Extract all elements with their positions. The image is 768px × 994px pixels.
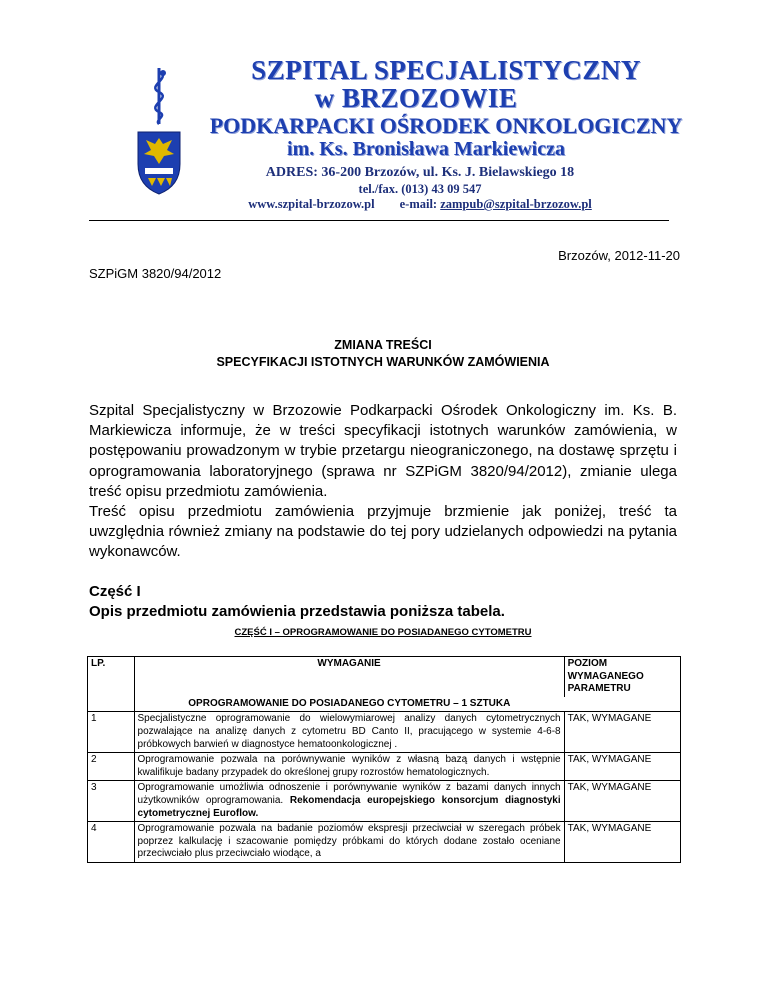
email-label: e-mail: (399, 197, 438, 211)
hospital-name-line1: SZPITAL SPECJALISTYCZNY (251, 55, 641, 85)
section-lp-cell (88, 697, 135, 712)
part-description: Opis przedmiotu zamówienia przedstawia poniższa tabela. (89, 603, 505, 620)
row-lp: 1 (88, 712, 135, 753)
row-lp: 3 (88, 781, 135, 822)
row-lp: 2 (88, 753, 135, 781)
hospital-phone: tel./fax. (013) 43 09 547 (358, 182, 482, 196)
hospital-email-link[interactable]: zampub@szpital-brzozow.pl (440, 197, 592, 211)
section-level-cell (564, 697, 680, 712)
row-requirement-bold: Rekomendacja europejskiego konsorcjum diagnostyki cytometrycznej Euroflow. (137, 794, 561, 819)
table-caption: CZĘŚĆ I – OPROGRAMOWANIE DO POSIADANEGO CYTOMETRU (234, 627, 532, 638)
row-lp: 4 (88, 822, 135, 863)
document-date: Brzozów, 2012-11-20 (558, 248, 680, 263)
row-level: TAK, WYMAGANE (564, 781, 680, 822)
header-level: POZIOM WYMAGANEGO PARAMETRU (564, 657, 680, 697)
part-title: Część I (89, 583, 141, 600)
row-level: TAK, WYMAGANE (564, 712, 680, 753)
row-level: TAK, WYMAGANE (564, 822, 680, 863)
hospital-address: ADRES: 36-200 Brzozów, ul. Ks. J. Bielawskiego 18 (265, 165, 575, 180)
header-lp: LP. (88, 657, 135, 697)
intro-paragraph-2: Treść opisu przedmiotu zamówienia przyjmuje brzmienie jak poniżej, treść ta uwzględnia również zmiany na podstawie do tej pory udzielanych odpowiedzi na pytania wykonawców. (89, 503, 677, 561)
table-header-row (88, 657, 681, 697)
document-subtitle: SPECYFIKACJI ISTOTNYCH WARUNKÓW ZAMÓWIENIA (216, 355, 550, 369)
requirements-table (87, 656, 681, 863)
intro-paragraph-1: Szpital Specjalistyczny w Brzozowie Podkarpacki Ośrodek Onkologiczny im. Ks. B. Markiewicza informuje, że w treści specyfikacji istotnych warunków zamówienia, w postępowaniu prowadzonym w trybie przetargu nieograniczonego, na dostawę sprzętu i oprogramowania laboratoryjnego (sprawa nr SZPiGM 3820/94/2012), zmianie ulega treść opisu przedmiotu zamówienia. (89, 402, 677, 500)
header-divider (89, 220, 669, 221)
row-level: TAK, WYMAGANE (564, 753, 680, 781)
table-row (88, 781, 681, 822)
section-title: OPROGRAMOWANIE DO POSIADANEGO CYTOMETRU – 1 SZTUKA (134, 697, 564, 712)
row-requirement: Oprogramowanie pozwala na porównywanie wyników z własną bazą danych i wstępnie kwalifikuje badany przypadek do określonej grupy rozrostów hematologicznych. (134, 753, 564, 781)
section-row (88, 697, 681, 712)
table-row (88, 753, 681, 781)
row-requirement-text: Oprogramowanie umożliwia odnoszenie i porównywanie wyników z bazami danych innych użytkowników oprogramowania. (137, 782, 561, 806)
row-requirement: Specjalistyczne oprogramowanie do wielowymiarowej analizy danych cytometrycznych pozwalające na analizę danych z cytometru BD Canto II, pracującego w systemie 4-6-8 próbkowych barwień w diagnostyce hematoonkologicznej . (134, 712, 564, 753)
document-title: ZMIANA TREŚCI (334, 338, 432, 352)
row-requirement (134, 781, 564, 822)
hospital-logo-icon (132, 64, 186, 196)
hospital-website-link[interactable]: www.szpital-brzozow.pl (248, 197, 375, 211)
hospital-name-line4: im. Ks. Bronisława Markiewicza (287, 138, 565, 160)
hospital-name-line2: w BRZOZOWIE (314, 83, 518, 113)
intro-text (89, 401, 677, 563)
hospital-name-line3: PODKARPACKI OŚRODEK ONKOLOGICZNY (209, 113, 683, 138)
row-requirement: Oprogramowanie pozwala na badanie poziomów ekspresji przeciwciał w szeregach próbek poprzez kalkulację i szacowanie pomiędzy próbkami do których dodane zostało oceniane przeciwciało plus przeciwciało wiodące, a (134, 822, 564, 863)
hospital-contact (190, 197, 650, 212)
document-reference: SZPiGM 3820/94/2012 (89, 266, 222, 281)
table-row (88, 712, 681, 753)
header-requirement: WYMAGANIE (134, 657, 564, 697)
table-row (88, 822, 681, 863)
